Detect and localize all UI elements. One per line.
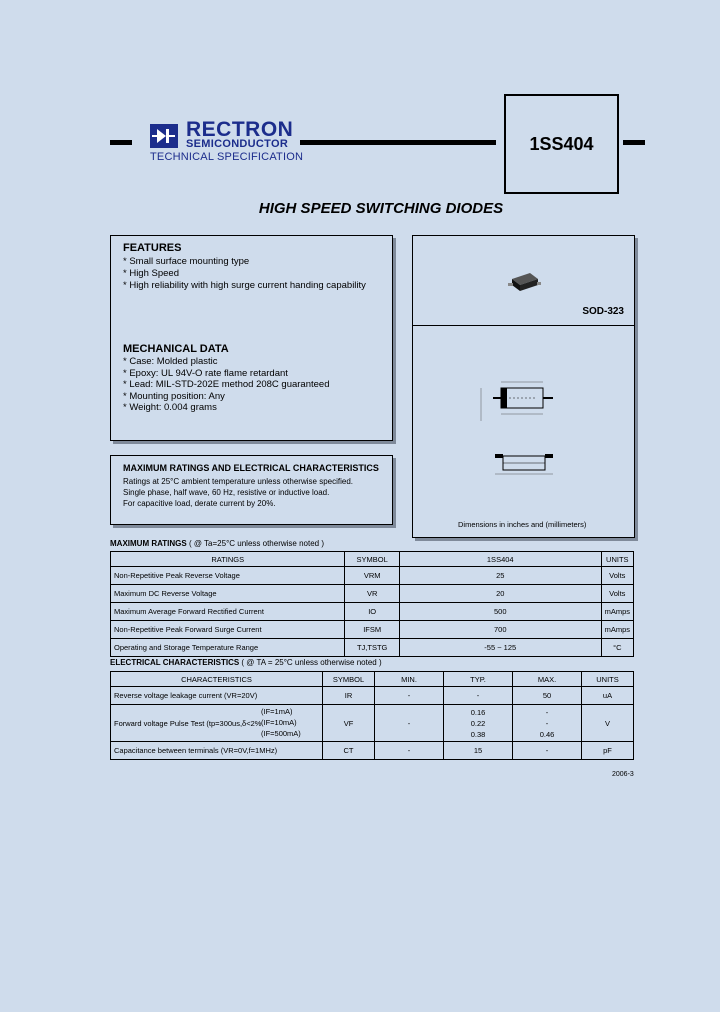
cell: Capacitance between terminals (VR=0V,f=1MHz) (111, 742, 323, 760)
header-cell: RATINGS (111, 552, 345, 567)
package-name: SOD-323 (582, 306, 624, 317)
dimensions-note: Dimensions in inches and (millimeters) (458, 520, 587, 529)
cell: Maximum Average Forward Rectified Current (111, 603, 345, 621)
cell: - (375, 742, 444, 760)
cell: 500 (399, 603, 601, 621)
cell: 700 (399, 621, 601, 639)
rectron-logo-icon (150, 124, 178, 148)
cell: - (375, 687, 444, 705)
feature-item: * High reliability with high surge current handing capability (123, 280, 366, 291)
cell: TJ,TSTG (345, 639, 399, 657)
cell: Operating and Storage Temperature Range (111, 639, 345, 657)
brand-name: RECTRON (186, 118, 294, 141)
max-ratings-condition: ( @ Ta=25°C unless otherwise noted ) (188, 539, 324, 548)
forward-condition: (IF=10mA) (261, 718, 297, 727)
header-cell: SYMBOL (345, 552, 399, 567)
cell: - (513, 742, 582, 760)
features-heading: FEATURES (123, 242, 182, 254)
header-cell: UNITS (601, 552, 633, 567)
cell: pF (582, 742, 634, 760)
table-row (111, 705, 634, 742)
table-row (111, 603, 634, 621)
header-cell: MAX. (513, 672, 582, 687)
cell: mAmps (601, 603, 633, 621)
table-header-row (111, 552, 634, 567)
cell: VF (323, 705, 375, 742)
cell: IR (323, 687, 375, 705)
header-cell: SYMBOL (323, 672, 375, 687)
max-ratings-label (110, 539, 324, 548)
table-row (111, 621, 634, 639)
cell: 25 (399, 567, 601, 585)
table-row (111, 742, 634, 760)
cell: uA (582, 687, 634, 705)
table-header-row (111, 672, 634, 687)
feature-item: * Small surface mounting type (123, 256, 250, 267)
cell: - (375, 705, 444, 742)
cell (513, 705, 582, 742)
table-row (111, 567, 634, 585)
document-title: HIGH SPEED SWITCHING DIODES (258, 200, 504, 217)
header-rule-right (623, 140, 645, 145)
cell: mAmps (601, 621, 633, 639)
header-cell: UNITS (582, 672, 634, 687)
mechanical-item: * Mounting position: Any (123, 391, 225, 402)
features-box (110, 235, 393, 441)
header-cell: TYP. (444, 672, 513, 687)
cell: Maximum DC Reverse Voltage (111, 585, 345, 603)
electrical-label (110, 658, 382, 667)
package-divider (413, 325, 634, 326)
header-rule-mid (300, 140, 496, 145)
document-code: 2006-3 (612, 771, 634, 778)
sod323-package-icon (508, 269, 542, 300)
cell: Non-Repetitive Peak Forward Surge Current (111, 621, 345, 639)
cell: 50 (513, 687, 582, 705)
typ-value: 0.16 (470, 707, 486, 717)
max-ratings-table (110, 551, 634, 657)
cell: 15 (444, 742, 513, 760)
mechanical-item: * Lead: MIL-STD-202E method 208C guaranteed (123, 379, 330, 390)
ratings-note: For capacitive load, derate current by 20%. (123, 499, 276, 508)
spec-label: TECHNICAL SPECIFICATION (150, 151, 304, 163)
part-number: 1SS404 (529, 134, 594, 154)
cell: -55 ~ 125 (399, 639, 601, 657)
cell: VR (345, 585, 399, 603)
forward-voltage-label: Forward voltage Pulse Test (tp=300us,δ<2% (114, 719, 262, 728)
max-value: - (545, 718, 549, 728)
package-outline-drawing (471, 376, 581, 491)
cell: VRM (345, 567, 399, 585)
forward-condition: (IF=1mA) (261, 707, 293, 716)
header-cell: MIN. (375, 672, 444, 687)
cell: CT (323, 742, 375, 760)
cell: Volts (601, 585, 633, 603)
cell: IFSM (345, 621, 399, 639)
brand-subtitle: SEMICONDUCTOR (186, 138, 289, 150)
cell: IO (345, 603, 399, 621)
electrical-title: ELECTRICAL CHARACTERISTICS (110, 658, 240, 667)
mechanical-item: * Epoxy: UL 94V-O rate flame retardant (123, 368, 288, 379)
cell: - (444, 687, 513, 705)
table-row (111, 585, 634, 603)
feature-item: * High Speed (123, 268, 179, 279)
header-cell: CHARACTERISTICS (111, 672, 323, 687)
max-value: - (545, 707, 549, 717)
ratings-note: Single phase, half wave, 60 Hz, resistive or inductive load. (123, 488, 330, 497)
table-row (111, 639, 634, 657)
cell: Reverse voltage leakage current (VR=20V) (111, 687, 323, 705)
electrical-table (110, 671, 634, 760)
package-box (412, 235, 635, 538)
typ-value: 0.22 (470, 718, 486, 728)
cell: Non-Repetitive Peak Reverse Voltage (111, 567, 345, 585)
cell: °C (601, 639, 633, 657)
table-row (111, 687, 634, 705)
part-number-box (504, 94, 619, 194)
typ-value: 0.38 (470, 729, 486, 739)
ratings-box (110, 455, 393, 525)
electrical-condition: ( @ TA = 25°C unless otherwise noted ) (241, 658, 382, 667)
cell: Volts (601, 567, 633, 585)
max-ratings-title: MAXIMUM RATINGS (110, 539, 187, 548)
mechanical-item: * Case: Molded plastic (123, 356, 218, 367)
mechanical-item: * Weight: 0.004 grams (123, 402, 217, 413)
max-value: 0.46 (539, 729, 555, 739)
ratings-note: Ratings at 25°C ambient temperature unless otherwise specified. (123, 477, 353, 486)
forward-condition: (IF=500mA) (261, 729, 301, 738)
ratings-heading: MAXIMUM RATINGS AND ELECTRICAL CHARACTERISTICS (123, 463, 379, 473)
cell (111, 705, 323, 742)
header-cell: 1SS404 (399, 552, 601, 567)
cell: V (582, 705, 634, 742)
cell (444, 705, 513, 742)
mechanical-heading: MECHANICAL DATA (123, 343, 229, 355)
cell: 20 (399, 585, 601, 603)
header-rule-left (110, 140, 132, 145)
